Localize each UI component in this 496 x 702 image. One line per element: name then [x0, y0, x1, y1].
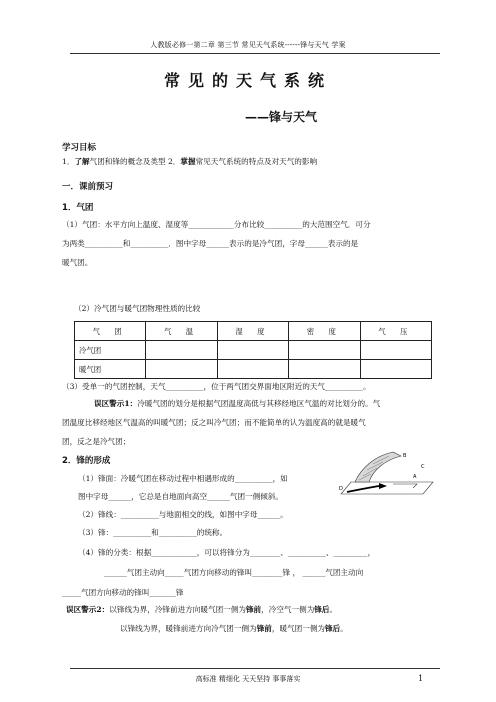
table-header-airmass: 气 团	[75, 322, 146, 341]
table-cell	[360, 360, 431, 379]
front-line-5: （4）锋的分类：根据____________，可以将锋分为________、__________、_________，	[78, 548, 376, 557]
single-airmass-line: （3）受单一的气团控制，天气__________，位于两气团交界面地区附近的天气__________。	[62, 382, 371, 391]
table-header-temperature: 气 温	[146, 322, 217, 341]
page-header: 人教版必修一第二章 第三节 常见天气系统------锋与天气 学案	[150, 41, 346, 49]
ground-plane	[341, 482, 433, 494]
warning-2-text-a: 以锋线为界，冷锋前进方向暖气团一侧为	[109, 605, 246, 614]
label-d: D	[339, 486, 343, 492]
airflow-arrow	[393, 484, 417, 488]
movement-arrow	[379, 483, 387, 489]
table-row-label-cold: 冷气团	[75, 341, 146, 360]
warning-1-line-2: 团温度比移经地区气温高的叫暖气团；反之叫冷气团；而不能简单的认为温度高的就是暖气	[62, 418, 366, 427]
airmass-comparison-table	[74, 321, 432, 379]
warning-1-label: 误区警示1：	[94, 399, 138, 408]
warning-2-line2-text-e: 。	[340, 624, 348, 633]
table-header-density: 密 度	[289, 322, 360, 341]
warning-2-line-2	[120, 623, 348, 634]
label-c: C	[421, 464, 425, 470]
warning-2-keyword-back: 锋后	[314, 605, 330, 614]
airmass-line-1: （1）气团：水平方向上温度、湿度等____________分布比较__________的大范围空气．可分	[62, 220, 371, 229]
goals-heading: 学习目标	[62, 143, 97, 153]
warning-1-line-1	[94, 398, 380, 409]
goals-keyword-master: 掌握	[180, 157, 196, 166]
table-cell	[217, 360, 288, 379]
warning-1-line-3: 团，反之是冷气团；	[62, 437, 131, 446]
table-header-row	[75, 322, 432, 341]
warning-2-text-c: ，冷空气一侧为	[261, 605, 315, 614]
header-rule	[70, 53, 440, 54]
airmass-line-3: 暖气团。	[62, 258, 93, 267]
frontal-surface	[355, 452, 401, 482]
warning-2-keyword-front: 锋前	[245, 605, 262, 614]
table-cell	[146, 341, 217, 360]
table-cell	[289, 341, 360, 360]
table-row	[75, 341, 432, 360]
footer-rule	[70, 668, 440, 669]
warning-2-text-e: 。	[329, 605, 338, 614]
table-cell	[146, 360, 217, 379]
warning-2-line-1	[66, 604, 337, 615]
table-header-pressure: 气 压	[360, 322, 431, 341]
warning-2-line2-text-c: ，暖气团一侧为	[271, 624, 326, 633]
table-caption: （2）冷气团与暖气团物理性质的比较	[74, 304, 201, 313]
page-subtitle: ——锋与天气	[245, 110, 318, 124]
warning-1-text: 冷暖气团的划分是根据气团温度高低与其移经地区气温的对比划分的。气	[137, 399, 381, 408]
table-row	[75, 360, 432, 379]
table-cell	[289, 360, 360, 379]
warning-2-line2-keyword-front: 锋前	[256, 624, 272, 633]
front-diagram-figure	[333, 446, 438, 508]
front-line-3: （2）锋线：__________与地面相交的线，如图中字母______。	[78, 510, 288, 519]
page-footer: 高标准 精细化 天天坚持 事事落实	[195, 675, 301, 683]
goals-line	[62, 156, 317, 167]
airmass-line-2: 为两类__________和__________．图中字母______表示的是冷气团，字母______表示的是	[62, 239, 359, 248]
page-title: 常见的天气系统	[163, 71, 332, 90]
front-line-2: 图中字母______，它总是自地面向高空______气团一侧倾斜。	[78, 492, 284, 501]
goals-text-1: 气团和锋的概念及类型 2．	[89, 157, 181, 166]
section-preview-heading: 一．课前预习	[62, 182, 114, 192]
warning-2-label: 误区警示2：	[66, 605, 110, 614]
table-cell	[217, 341, 288, 360]
airmass-heading: 1．气团	[62, 203, 94, 213]
front-formation-heading: 2．锋的形成	[62, 456, 111, 466]
goals-keyword-understand: 了解	[74, 157, 90, 166]
front-line-1: （1）锋面：冷暖气团在移动过程中相遇形成的__________，如	[78, 474, 288, 483]
table-cell	[360, 341, 431, 360]
front-line-4: （3）锋：__________和__________的统称。	[78, 528, 228, 537]
table-header-humidity: 湿 度	[217, 322, 288, 341]
goals-text-2: 常见天气系统的特点及对天气的影响	[195, 157, 318, 166]
label-b: B	[403, 453, 407, 459]
warning-2-line2-text-a: 以锋线为界，暖锋前进方向冷气团一侧为	[120, 624, 257, 633]
front-line-6: ______气团主动向_____气团方向移动的锋叫________锋 ， ______气团主动向	[104, 568, 364, 577]
warning-2-line2-keyword-back: 锋后	[325, 624, 341, 633]
page-number: 1	[418, 674, 424, 683]
label-a: A	[413, 474, 417, 480]
table-row-label-warm: 暖气团	[75, 360, 146, 379]
front-line-7: _____气团方向移动的锋叫_______锋	[62, 588, 184, 597]
front-line	[347, 486, 379, 492]
goals-number: 1．	[62, 157, 75, 166]
